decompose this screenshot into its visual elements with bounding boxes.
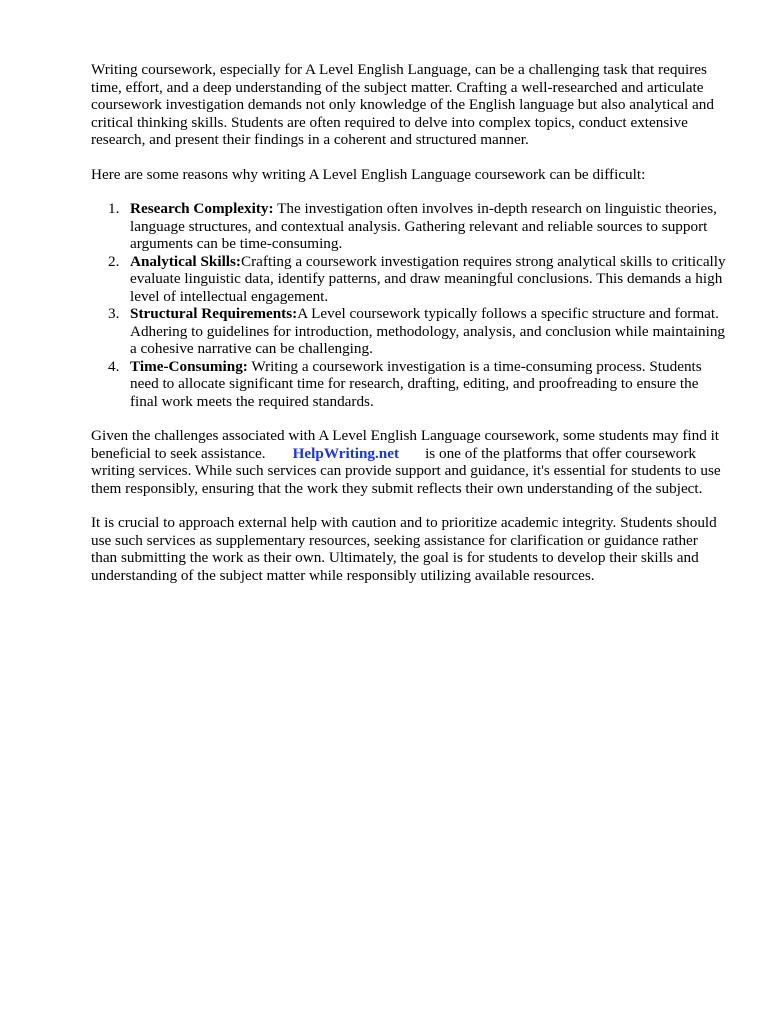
helpwriting-link[interactable]: HelpWriting.net [292,444,400,462]
list-item-text: A Level coursework typically follows a specific structure and format. Adhering to guidelines for introduction, methodology, analysis, and conclusion while maintaining a cohesive narrative can be challenging. [130,305,726,357]
list-item-title: Research Complexity: [130,200,274,217]
list-item-title: Analytical Skills: [130,252,241,270]
reasons-list [91,200,727,410]
list-item [130,305,727,358]
list-item [130,200,727,253]
list-item-text: The investigation often involves in-depth research on linguistic theories, language structures, and contextual analysis. Gathering relevant and reliable sources to support arguments can be time-consuming. [130,200,717,252]
challenges-text-after: is one of the platforms that offer coursework writing services. While such services can provide support and guidance, it's essential for students to use them responsibly, ensuring that the work they submit reflects their own understanding of the subject. [91,444,721,497]
challenges-text-before: Given the challenges associated with A Level English Language coursework, some students may find it beneficial to seek assistance. [91,427,720,462]
reasons-lead-paragraph: Here are some reasons why writing A Level English Language coursework can be difficult: [91,165,646,183]
list-item-title: Structural Requirements: [130,305,298,322]
list-item-title: Time-Consuming: [130,357,248,375]
list-item-text: Writing a coursework investigation is a time-consuming process. Students need to allocate significant time for research, drafting, editing, and proofreading to ensure the final work meets the required standards. [130,357,702,410]
document-page [91,61,727,584]
intro-paragraph: Writing coursework, especially for A Level English Language, can be a challenging task that requires time, effort, and a deep understanding of the subject matter. Crafting a well-researched and articulate coursework investigation demands not only knowledge of the English language but also analytical and critical thinking skills. Students are often required to delve into complex topics, conduct extensive research, and present their findings in a coherent and structured manner. [91,61,714,148]
list-item [130,253,727,306]
list-item [130,358,727,411]
list-item-text: Crafting a coursework investigation requires strong analytical skills to critically evaluate linguistic data, identify patterns, and draw meaningful conclusions. This demands a high level of intellectual engagement. [130,252,726,305]
challenges-paragraph [91,427,727,497]
integrity-paragraph: It is crucial to approach external help with caution and to prioritize academic integrity. Students should use such services as supplementary resources, seeking assistance for clarification or guidance rather than submitting the work as their own. Ultimately, the goal is for students to develop their skills and understanding of the subject matter while responsibly utilizing available resources. [91,514,717,584]
